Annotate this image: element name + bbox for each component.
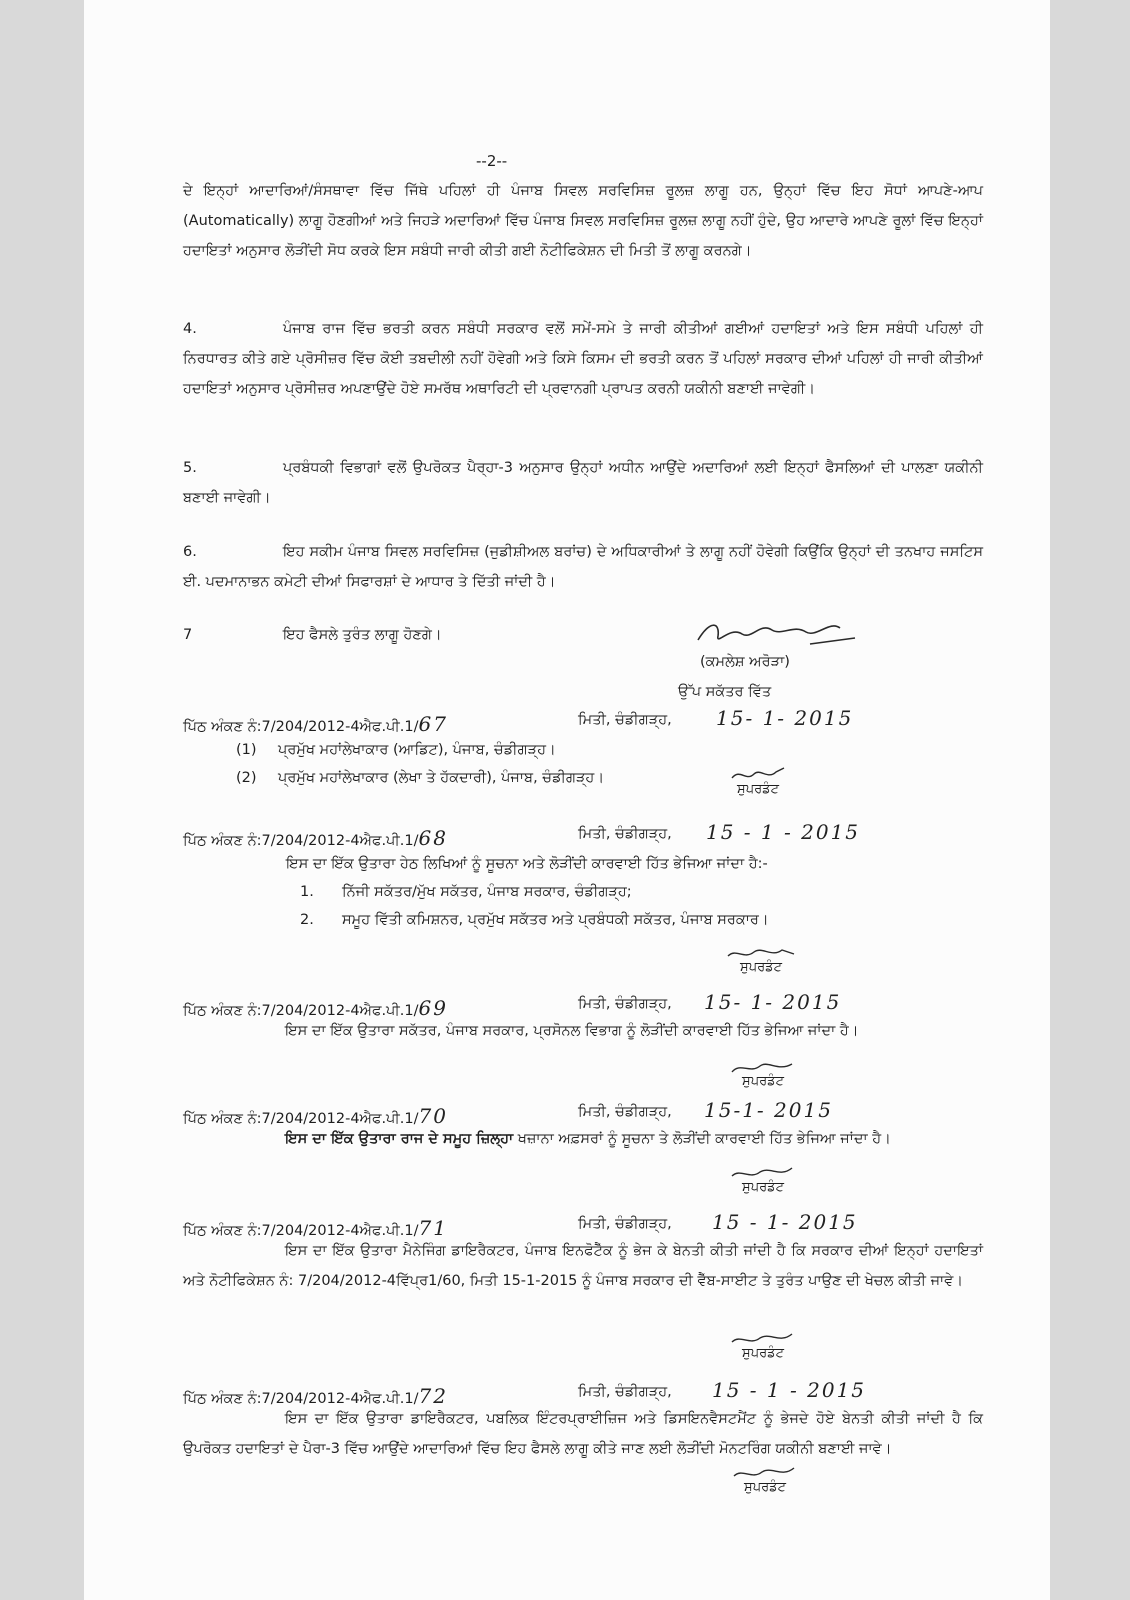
paragraph-number: 5. (183, 460, 197, 476)
page-number: --2-- (476, 152, 508, 170)
signature-superintendent: ਸੁਪਰਡੰਟ (732, 1464, 798, 1495)
list-item: 2. ਸਮੂਹ ਵਿੱਤੀ ਕਮਿਸ਼ਨਰ, ਪ੍ਰਮੁੱਖ ਸਕੱਤਰ ਅਤੇ ਪ੍ਰਬੰਧਕੀ ਸਕੱਤਰ, ਪੰਜਾਬ ਸਰਕਾਰ। (300, 912, 769, 928)
date-handwritten: 15-1- 2015 (704, 1098, 833, 1122)
signature-superintendent: ਸੁਪਰਡੰਟ (726, 944, 796, 975)
signatory-designation: ਉੱਪ ਸਕੱਤਰ ਵਿੱਤ (678, 684, 772, 700)
endorsement-text: ਇਸ ਦਾ ਇੱਕ ਉਤਾਰਾ ਰਾਜ ਦੇ ਸਮੂਹ ਜ਼ਿਲ੍ਹਾ ਖਜ਼ਾਨਾ ਅਫ਼ਸਰਾਂ ਨੂੰ ਸੂਚਨਾ ਤੇ ਲੋੜੀਂਦੀ ਕਾਰਵਾਈ ਹਿੱਤ ਭੇਜਿਆ ਜਾਂਦਾ ਹੈ। (285, 1131, 891, 1147)
date-label: ਮਿਤੀ, ਚੰਡੀਗੜ੍ਹ, (578, 996, 672, 1012)
date-label: ਮਿਤੀ, ਚੰਡੀਗੜ੍ਹ, (578, 1216, 672, 1232)
endorsement-ref-69: ਪਿੱਠ ਅੰਕਣ ਨੰ:7/204/2012-4ਐਫ.ਪੀ.1/69 (183, 996, 448, 1020)
endorsement-ref-71: ਪਿੱਠ ਅੰਕਣ ਨੰ:7/204/2012-4ਐਫ.ਪੀ.1/71 (183, 1216, 448, 1240)
intro-paragraph (183, 176, 983, 266)
paragraph-5 (183, 453, 983, 513)
date-label: ਮਿਤੀ, ਚੰਡੀਗੜ੍ਹ, (578, 826, 672, 842)
signature-superintendent: ਸੁਪਰਡੰਟ (730, 1058, 796, 1089)
date-handwritten: 15- 1- 2015 (716, 706, 854, 730)
paragraph-6 (183, 537, 983, 597)
paragraph-number: 7 (183, 627, 193, 643)
list-item: (2) ਪ੍ਰਮੁੱਖ ਮਹਾਂਲੇਖਾਕਾਰ (ਲੇਖਾ ਤੇ ਹੱਕਦਾਰੀ), ਪੰਜਾਬ, ਚੰਡੀਗੜ੍ਹ। (236, 770, 605, 786)
list-item: (1) ਪ੍ਰਮੁੱਖ ਮਹਾਂਲੇਖਾਕਾਰ (ਆਡਿਟ), ਪੰਜਾਬ, ਚੰਡੀਗੜ੍ਹ। (236, 742, 556, 758)
signature-superintendent: ਸੁਪਰਡੰਟ (730, 1330, 796, 1361)
paragraph-text: ਪੰਜਾਬ ਰਾਜ ਵਿੱਚ ਭਰਤੀ ਕਰਨ ਸਬੰਧੀ ਸਰਕਾਰ ਵਲੋਂ ਸਮੇਂ-ਸਮੇ ਤੇ ਜਾਰੀ ਕੀਤੀਆਂ ਗਈਆਂ ਹਦਾਇਤਾਂ ਅਤੇ ਇਸ ਸਬੰਧੀ ਪਹਿਲਾਂ ਹੀ ਨਿਰਧਾਰਤ ਕੀਤੇ ਗਏ ਪ੍ਰੋਸੀਜ਼ਰ ਵਿੱਚ ਕੋਈ ਤਬਦੀਲੀ ਨਹੀਂ ਹੋਵੇਗੀ ਅਤੇ ਕਿਸੇ ਕਿਸਮ ਦੀ ਭਰਤੀ ਕਰਨ ਤੋਂ ਪਹਿਲਾਂ ਸਰਕਾਰ ਦੀਆਂ ਪਹਿਲਾਂ ਹੀ ਜਾਰੀ ਕੀਤੀਆਂ ਹਦਾਇਤਾਂ ਅਨੁਸਾਰ ਪ੍ਰੋਸੀਜ਼ਰ ਅਪਣਾਉਂਦੇ ਹੋਏ ਸਮਰੱਥ ਅਥਾਰਿਟੀ ਦੀ ਪ੍ਰਵਾਨਗੀ ਪ੍ਰਾਪਤ ਕਰਨੀ ਯਕੀਨੀ ਬਣਾਈ ਜਾਵੇਗੀ। (183, 321, 983, 397)
endorsement-text: ਇਸ ਦਾ ਇੱਕ ਉਤਾਰਾ ਹੇਠ ਲਿਖਿਆਂ ਨੂੰ ਸੂਚਨਾ ਅਤੇ ਲੋੜੀਂਦੀ ਕਾਰਵਾਈ ਹਿੱਤ ਭੇਜਿਆ ਜਾਂਦਾ ਹੈ:- (286, 856, 768, 872)
intro-paragraph-text: ਦੇ ਇਨ੍ਹਾਂ ਆਦਾਰਿਆਂ/ਸੰਸਥਾਵਾ ਵਿੱਚ ਜਿੱਥੇ ਪਹਿਲਾਂ ਹੀ ਪੰਜਾਬ ਸਿਵਲ ਸਰਵਿਸਿਜ਼ ਰੂਲਜ਼ ਲਾਗੂ ਹਨ, ਉਨ੍ਹਾਂ ਵਿੱਚ ਇਹ ਸੋਧਾਂ ਆਪਣੇ-ਆਪ (Automatically) ਲਾਗੂ ਹੋਣਗੀਆਂ ਅਤੇ ਜਿਹੜੇ ਅਦਾਰਿਆਂ ਵਿੱਚ ਪੰਜਾਬ ਸਿਵਲ ਸਰਵਿਸਿਜ਼ ਰੂਲਜ਼ ਲਾਗੂ ਨਹੀਂ ਹੁੰਦੇ, ਉਹ ਆਦਾਰੇ ਆਪਣੇ ਰੂਲਾਂ ਵਿੱਚ ਇਨ੍ਹਾਂ ਹਦਾਇਤਾਂ ਅਨੁਸਾਰ ਲੋੜੀਂਦੀ ਸੋਧ ਕਰਕੇ ਇਸ ਸਬੰਧੀ ਜਾਰੀ ਕੀਤੀ ਗਈ ਨੋਟੀਫਿਕੇਸ਼ਨ ਦੀ ਮਿਤੀ ਤੋਂ ਲਾਗੂ ਕਰਨਗੇ। (183, 183, 983, 259)
paragraph-text: ਇਹ ਸਕੀਮ ਪੰਜਾਬ ਸਿਵਲ ਸਰਵਿਸਿਜ਼ (ਜੁਡੀਸ਼ੀਅਲ ਬਰਾਂਚ) ਦੇ ਅਧਿਕਾਰੀਆਂ ਤੇ ਲਾਗੂ ਨਹੀਂ ਹੋਵੇਗੀ ਕਿਉਂਕਿ ਉਨ੍ਹਾਂ ਦੀ ਤਨਖਾਹ ਜਸਟਿਸ ਈ. ਪਦਮਾਨਾਭਨ ਕਮੇਟੀ ਦੀਆਂ ਸਿਫਾਰਸ਼ਾਂ ਦੇ ਆਧਾਰ ਤੇ ਦਿੱਤੀ ਜਾਂਦੀ ਹੈ। (183, 544, 983, 590)
list-item: 1. ਨਿੱਜੀ ਸਕੱਤਰ/ਮੁੱਖ ਸਕੱਤਰ, ਪੰਜਾਬ ਸਰਕਾਰ, ਚੰਡੀਗੜ੍ਹ; (300, 884, 632, 900)
endorsement-ref-68: ਪਿੱਠ ਅੰਕਣ ਨੰ:7/204/2012-4ਐਫ.ਪੀ.1/68 (183, 826, 448, 850)
ref-prefix: ਪਿੱਠ ਅੰਕਣ ਨੰ:7/204/2012-4ਐਫ.ਪੀ.1/ (183, 719, 419, 735)
paragraph-text: ਪ੍ਰਬੰਧਕੀ ਵਿਭਾਗਾਂ ਵਲੋਂ ਉਪਰੋਕਤ ਪੈਰ੍ਹਾ-3 ਅਨੁਸਾਰ ਉਨ੍ਹਾਂ ਅਧੀਨ ਆਉਂਦੇ ਅਦਾਰਿਆਂ ਲਈ ਇਨ੍ਹਾਂ ਫੈਸਲਿਆਂ ਦੀ ਪਾਲਣਾ ਯਕੀਨੀ ਬਣਾਈ ਜਾਵੇਗੀ। (183, 460, 983, 506)
signatory-name: (ਕਮਲੇਸ਼ ਅਰੋੜਾ) (700, 654, 790, 670)
signature-superintendent: ਸੁਪਰਡੰਟ (728, 764, 788, 797)
ref-handwritten: 67 (418, 712, 448, 736)
date-handwritten: 15 - 1 - 2015 (712, 1378, 867, 1402)
date-label: ਮਿਤੀ, ਚੰਡੀਗੜ੍ਹ, (578, 1384, 672, 1400)
endorsement-text: ਇਸ ਦਾ ਇੱਕ ਉਤਾਰਾ ਡਾਇਰੈਕਟਰ, ਪਬਲਿਕ ਇੰਟਰਪ੍ਰਾਈਜ਼ਿਜ ਅਤੇ ਡਿਸਇਨਵੈਸਟਮੈਂਟ ਨੂੰ ਭੇਜਦੇ ਹੋਏ ਬੇਨਤੀ ਕੀਤੀ ਜਾਂਦੀ ਹੈ ਕਿ ਉਪਰੋਕਤ ਹਦਾਇਤਾਂ ਦੇ ਪੈਰਾ-3 ਵਿੱਚ ਆਉਂਦੇ ਆਦਾਰਿਆਂ ਵਿੱਚ ਇਹ ਫੈਸਲੇ ਲਾਗੂ ਕੀਤੇ ਜਾਣ ਲਈ ਲੋੜੀਂਦੀ ਮੋਨਟਰਿੰਗ ਯਕੀਨੀ ਬਣਾਈ ਜਾਵੇ। (183, 1411, 983, 1457)
date-handwritten: 15 - 1 - 2015 (706, 820, 861, 844)
paragraph-text: ਇਹ ਫੈਸਲੇ ਤੁਰੰਤ ਲਾਗੂ ਹੋਣਗੇ। (283, 627, 442, 643)
endorsement-ref-72: ਪਿੱਠ ਅੰਕਣ ਨੰ:7/204/2012-4ਐਫ.ਪੀ.1/72 (183, 1384, 448, 1408)
endorsement-ref-67 (183, 712, 448, 736)
signature-deputy-secretary (690, 612, 860, 654)
paragraph-number: 6. (183, 544, 197, 560)
paragraph-number: 4. (183, 321, 197, 337)
endorsement-ref-70: ਪਿੱਠ ਅੰਕਣ ਨੰ:7/204/2012-4ਐਫ.ਪੀ.1/70 (183, 1104, 448, 1128)
endorsement-text: ਇਸ ਦਾ ਇੱਕ ਉਤਾਰਾ ਸਕੱਤਰ, ਪੰਜਾਬ ਸਰਕਾਰ, ਪ੍ਰਸੋਨਲ ਵਿਭਾਗ ਨੂੰ ਲੋੜੀਂਦੀ ਕਾਰਵਾਈ ਹਿੱਤ ਭੇਜਿਆ ਜਾਂਦਾ ਹੈ। (285, 1023, 859, 1039)
date-label: ਮਿਤੀ, ਚੰਡੀਗੜ੍ਹ, (578, 712, 672, 728)
date-label: ਮਿਤੀ, ਚੰਡੀਗੜ੍ਹ, (578, 1104, 672, 1120)
endorsement-text: ਇਸ ਦਾ ਇੱਕ ਉਤਾਰਾ ਮੈਨੇਜਿੰਗ ਡਾਇਰੈਕਟਰ, ਪੰਜਾਬ ਇਨਫੋਟੈੱਕ ਨੂੰ ਭੇਜ ਕੇ ਬੇਨਤੀ ਕੀਤੀ ਜਾਂਦੀ ਹੈ ਕਿ ਸਰਕਾਰ ਦੀਆਂ ਇਨ੍ਹਾਂ ਹਦਾਇਤਾਂ ਅਤੇ ਨੋਟੀਫਿਕੇਸ਼ਨ ਨੰ: 7/204/2012-4ਵਿੱਪ੍ਰ1/60, ਮਿਤੀ 15-1-2015 ਨੂੰ ਪੰਜਾਬ ਸਰਕਾਰ ਦੀ ਵੈੱਬ-ਸਾਈਟ ਤੇ ਤੁਰੰਤ ਪਾਉਣ ਦੀ ਖੇਚਲ ਕੀਤੀ ਜਾਵੇ। (183, 1243, 983, 1289)
date-handwritten: 15- 1- 2015 (704, 990, 842, 1014)
date-handwritten: 15 - 1- 2015 (712, 1210, 858, 1234)
signature-superintendent: ਸੁਪਰਡੰਟ (730, 1164, 796, 1195)
paragraph-4 (183, 314, 983, 404)
paragraph-7 (183, 620, 983, 650)
